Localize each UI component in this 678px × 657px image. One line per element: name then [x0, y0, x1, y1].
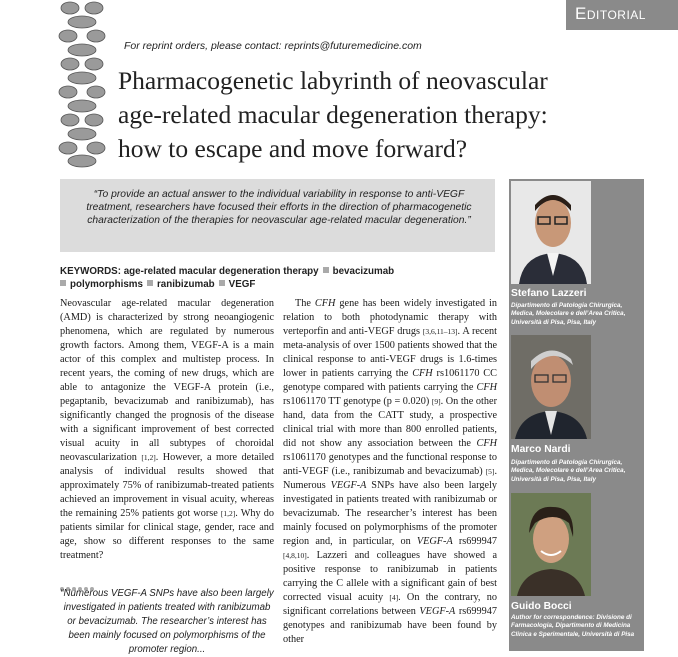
citation: [3,6,11–13]	[422, 327, 458, 336]
reprint-notice: For reprint orders, please contact: reprints@futuremedicine.com	[124, 40, 422, 52]
dna-helix-icon	[56, 0, 108, 168]
citation: [1,2]	[141, 453, 156, 462]
author-photo	[511, 181, 591, 284]
citation: [4]	[389, 593, 399, 602]
author-affiliation: Dipartimento di Patologia Chirurgica, Medica, Molecolare e dell’Area Critica, Università di Pisa, Pisa, Italy	[511, 302, 626, 326]
keyword: ranibizumab	[156, 279, 215, 290]
author-affiliation: Author for correspondence: Divisione di Farmacologia, Dipartimento di Medicina Clinica e Sperimentale, Università di Pisa	[511, 614, 635, 638]
author-photo	[511, 335, 591, 439]
keywords	[60, 265, 500, 291]
author-affiliation: Dipartimento di Patologia Chirurgica, Medica, Molecolare e dell’Area Critica, Università di Pisa, Pisa, Italy	[511, 459, 626, 483]
body-paragraph: Neovascular age-related macular degeneration (AMD) is characterized by strong neoangiogenic phenomena, which are regulated by numerous growth factors. Among them, VEGF-A is a main actor of this complex and multistep process. In recent years, the coming of new drugs, which are able to antagonize the VEGF-A protein (i.e., pegaptanib, bevacizumab and ranibizumab), has significantly changed the prognosis of the disease with a significant improvement of best corrected visual acuity in all subtypes of choroidal neovascularization [1,2]. However, a more detailed analysis of individual results showed that approximately 75% of ranibizumab-treated patients achieved an improvement in visual acuity, whereas the remaining 25% patients got worse [1,2]. Why do patients similar for clinical stage, gender, race and age, show so different responses to the same treatment?	[60, 298, 274, 561]
author-name: Marco Nardi	[511, 444, 571, 455]
pull-quote-secondary: “Numerous VEGF-A SNPs have also been largely investigated in patients treated with ranibizumab or bevacizumab. The researcher’s interest has been mainly focused on polymorphisms of the promoter region...	[60, 588, 274, 655]
quote-divider	[60, 578, 100, 586]
citation: [4,8,10]	[283, 551, 307, 560]
article-title: Pharmacogenetic labyrinth of neovascular age-related macular degeneration therapy: how to escape and move forward?	[118, 66, 548, 163]
body-paragraph: The CFH gene has been widely investigated in relation to both photodynamic therapy with verteporfin and anti-VEGF drugs [3,6,11–13]. A recent meta-analysis of over 1500 patients showed that the clinical response to anti-VEGF drugs is 1.6-times lower in patients carrying the CFH rs1061170 CC genotype compared with patients carrying the CFH rs1061170 TT genotype (p = 0.020) [9]. On the other hand, data from the CATT study, a prospective clinical trial with more than 800 enrolled patients, did not show any association between the CFH rs1061170 genotypes and the functional response to anti-VEGF (i.e., ranibizumab and bevacizumab) [5]. Numerous VEGF-A SNPs have also been largely investigated in patients treated with ranibizumab or bevacizumab. The researcher’s interest has been mainly focused on polymorphisms of the promoter region and, in particular, on VEGF-A rs699947 [4,8,10]. Lazzeri and colleagues have showed a positive response to ranibizumab in patients carrying the C allele with a significant gain of best corrected visual acuity [4]. On the contrary, no significant correlations between VEGF-A rs699947 genotypes and ranibizumab have been found by other	[283, 298, 498, 645]
author-name: Guido Bocci	[511, 601, 572, 612]
author-name: Stefano Lazzeri	[511, 288, 587, 299]
citation: [5]	[485, 467, 495, 476]
body-column-right	[283, 297, 497, 647]
pull-quote-text: “To provide an actual answer to the individual variability in response to anti-VEGF treatment, researchers have focused their efforts in the direction of pharmacogenetic characterization of the therapies for neovascular age-related macular degeneration.”	[86, 189, 472, 226]
keyword: polymorphisms	[70, 279, 143, 290]
keywords-heading: KEYWORDS:	[60, 266, 121, 277]
keyword: VEGF	[228, 279, 256, 290]
body-column-left	[60, 297, 274, 563]
author-photo	[511, 493, 591, 596]
citation: [9]	[431, 397, 441, 406]
section-label: Editorial	[575, 4, 646, 23]
keyword: bevacizumab	[332, 266, 395, 277]
citation: [1,2]	[220, 509, 236, 518]
keyword: age-related macular degeneration therapy	[123, 266, 319, 277]
